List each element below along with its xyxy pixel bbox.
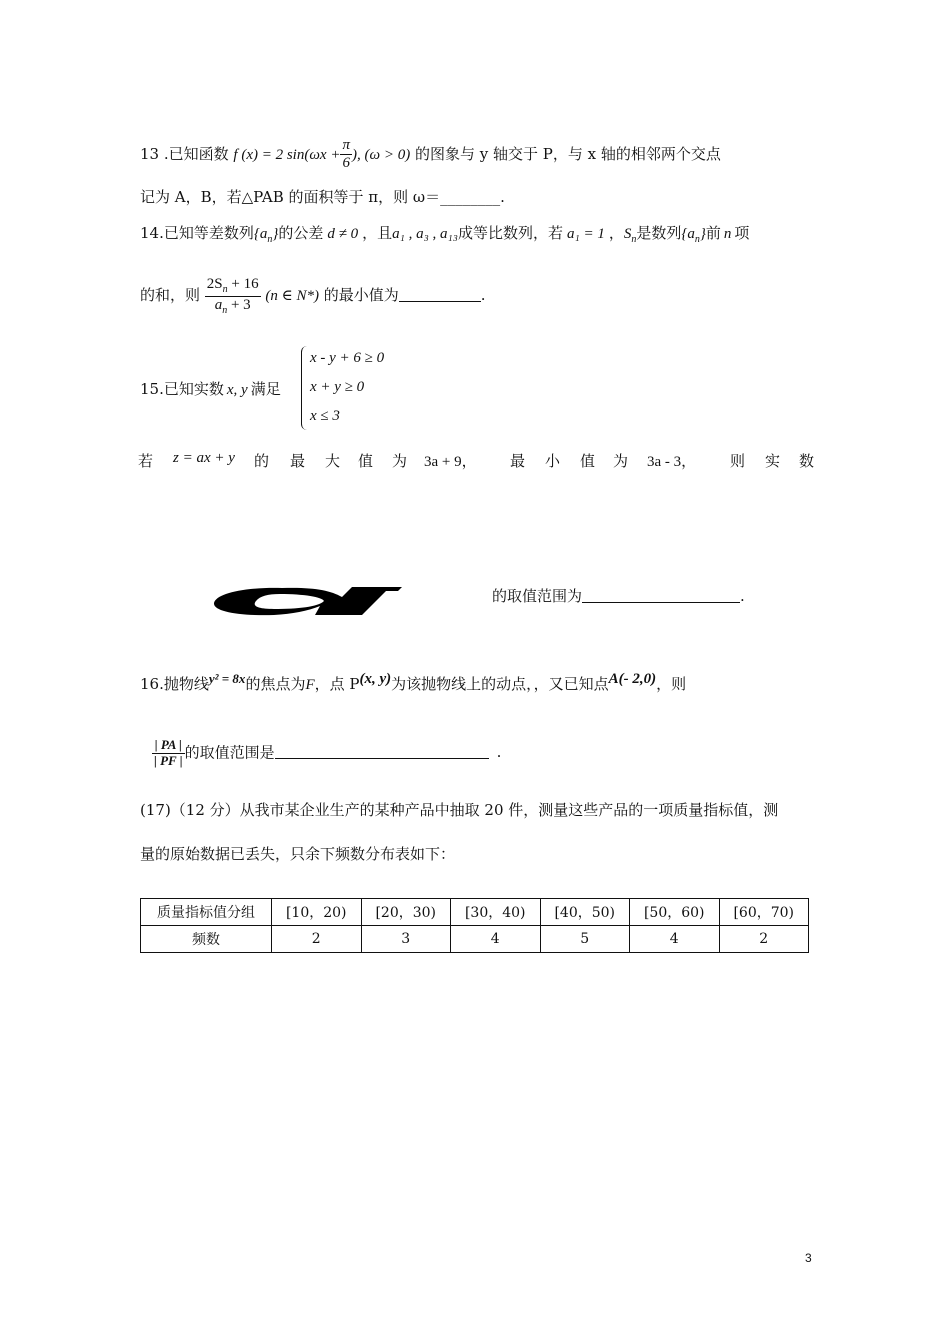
q15-row-5: 大 <box>325 452 341 470</box>
table-cell: [20，30) <box>361 899 451 926</box>
q15-brace <box>301 346 308 430</box>
table-cell: 4 <box>451 926 541 953</box>
q14-d-condition: d ≠ 0 <box>327 226 359 242</box>
q16-equation: y² = 8x <box>208 671 246 686</box>
frequency-table <box>140 898 809 953</box>
q17-line2: 量的原始数据已丢失，只余下频数分布表如下： <box>140 845 456 863</box>
table-cell: 3 <box>361 926 451 953</box>
q15-row-9: 最 <box>510 452 526 470</box>
q13-condition: ), (ω > 0) <box>351 146 411 163</box>
table-cell: 5 <box>540 926 630 953</box>
q13-line2: 记为 A，B，若△PAB 的面积等于 π，则 ω＝________. <box>140 188 505 206</box>
q13-prefix: 13 .已知函数 <box>140 144 229 163</box>
table-cell: [40，50) <box>540 899 630 926</box>
table-cell: [60，70) <box>719 899 809 926</box>
q15-row-4: 最 <box>290 452 306 470</box>
q13-line1 <box>140 137 721 173</box>
stretched-a-glyph <box>212 584 402 618</box>
q15-row-14: 则 <box>730 452 746 470</box>
q15-row-3: 的 <box>254 452 270 470</box>
table-cell: 2 <box>719 926 809 953</box>
table-cell: [50，60) <box>630 899 720 926</box>
q14-terms: a₁ , a₃ , a₁₃ <box>392 226 458 242</box>
table-cell: 2 <box>272 926 362 953</box>
q14-sequence: $\{a_n\}$ <box>253 226 279 245</box>
q14-a1: a₁ = 1 <box>567 226 605 242</box>
table-cell: [10，20) <box>272 899 362 926</box>
q16-line1: 16.抛物线y² = 8x的焦点为F，点 P(x, y)为该抛物线上的动点，，又已知点A(- 2,0)，则 <box>140 671 687 693</box>
q15-row-8: 3a + 9， <box>424 454 477 470</box>
q16-fraction: $\frac{| PA |}{| PF |}$ <box>154 737 183 768</box>
q16-point-p: (x, y) <box>359 671 392 687</box>
q15-prefix-line: 15.已知实数 x, y 满足 <box>140 380 281 398</box>
q15-row-1: 若 <box>138 452 154 470</box>
q15-row-2: z = ax + y <box>173 450 235 466</box>
q13-function: f (x) = 2 sin(ωx + <box>233 146 341 163</box>
q14-domain: (n ∈ N*) <box>265 288 319 304</box>
q15-row-6: 值 <box>358 452 374 470</box>
table-cell: 频数 <box>141 926 272 953</box>
page-number: 3 <box>805 1251 812 1265</box>
q14-sn: $S_n$ <box>623 226 637 245</box>
q14-line2: 的和，则 $\frac{2S_n + 16}{a_n + 3}$ (n ∈ N*) 的最小值为 . <box>140 276 486 316</box>
table-cell: 质量指标值分组 <box>141 899 272 926</box>
q14-line1: 14.已知等差数列$\{a_n\}$的公差 d ≠ 0 ，且a₁ , a₃ , a₁₃成等比数列，若 a₁ = 1 ，$S_n$是数列$\{a_n\}$前 n 项 <box>140 224 750 245</box>
q16-line2: $\frac{| PA |}{| PF |}$ 的取值范围是 . <box>154 737 502 768</box>
q15-row-7: 为 <box>392 452 408 470</box>
q14-answer-blank <box>399 287 481 302</box>
q17-line1: (17)（12 分）从我市某企业生产的某种产品中抽取 20 件，测量这些产品的一项质量指标值，测 <box>140 801 779 819</box>
table-cell: 4 <box>630 926 720 953</box>
q16-point-a: A(- 2,0) <box>608 671 657 687</box>
q15-row-16: 数 <box>799 452 815 470</box>
q15-row-13: 3a - 3， <box>647 454 697 470</box>
q15-answer-blank <box>582 588 740 603</box>
q15-constraint-3: x ≤ 3 <box>310 408 340 424</box>
q16-answer-blank <box>275 744 489 759</box>
q15-row-10: 小 <box>545 452 561 470</box>
q15-constraint-2: x + y ≥ 0 <box>310 379 365 395</box>
table-header-row <box>141 899 809 926</box>
q15-row-12: 为 <box>613 452 629 470</box>
table-row <box>141 926 809 953</box>
q14-sequence-2: $\{a_n\}$ <box>681 226 706 245</box>
q14-fraction: $\frac{2S_n + 16}{a_n + 3}$ <box>206 276 259 316</box>
q15-range-line: 的取值范围为 . <box>492 587 745 605</box>
q15-constraint-1: x - y + 6 ≥ 0 <box>310 350 385 366</box>
q15-row-15: 实 <box>765 452 781 470</box>
q13-suffix: 的图象与 y 轴交于 P，与 x 轴的相邻两个交点 <box>414 144 721 163</box>
q13-fraction: $\frac{\pi}{6}$ <box>342 137 350 172</box>
table-cell: [30，40) <box>451 899 541 926</box>
q15-row-11: 值 <box>580 452 596 470</box>
